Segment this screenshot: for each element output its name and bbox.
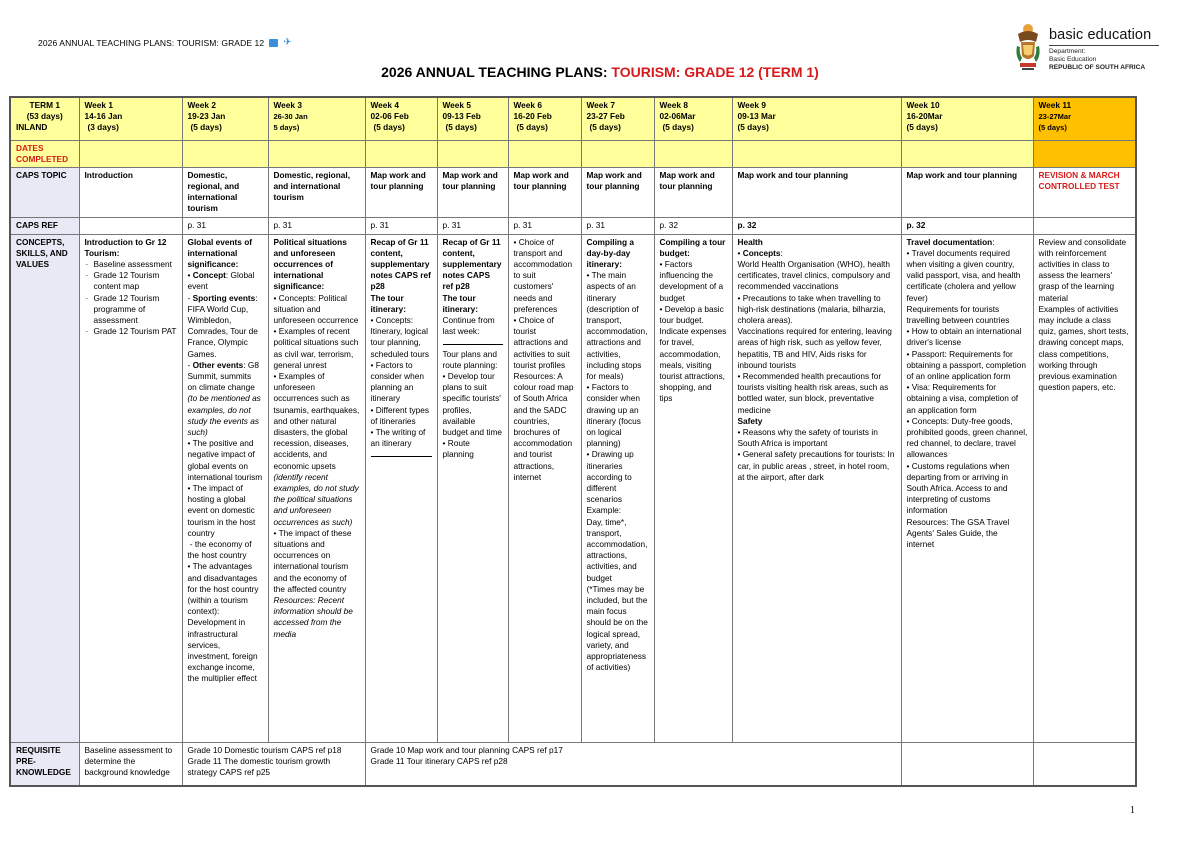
- week-days: (5 days): [516, 122, 548, 133]
- week-label: Week 10: [906, 100, 940, 110]
- week-days: (5 days): [906, 122, 938, 133]
- list-item: Reasons why the safety of tourists in South Africa is important: [737, 426, 878, 449]
- concept-text: : G8 Summit, summits on climate change: [187, 359, 259, 393]
- concept-heading: Introduction to Gr 12 Tourism:: [84, 236, 167, 258]
- running-head-text: 2026 ANNUAL TEACHING PLANS: TOURISM: GRADE 12: [38, 38, 265, 48]
- concept-text: Example:: [586, 505, 622, 516]
- concepts-week-6: • Choice of transport and accommodation to suit customers' needs and preferences • Choice of tourist attractions and activities to suit tourist profiles Resources: A colour road map of South Africa and the SADC countries, brochures of accommodation and tourist attractions, internet: [508, 234, 581, 742]
- ref-cell: p. 32: [654, 217, 732, 234]
- dates-completed-label: DATES COMPLETED: [10, 140, 79, 167]
- week-days: (5 days): [1038, 123, 1067, 133]
- requisite-cell: [365, 742, 901, 786]
- concepts-week-3: Political situations and unforeseen occurrences of international significance: • Concepts: Political situation and unforeseen occurrence • Examples of recent political situations such as civil war, terrorism, general unrest • Examples of unforeseen occurrences such as tsunamis, earthquakes, and other natural disasters, the global recession, diseases, accidents, and economic upsets (identify recent examples, do not study the political situations and unforeseen occurrences as such) • The impact of these situations and occurrences on international tourism and the economy of the affected country Resources: Recent information should be accessed from the media: [268, 234, 365, 742]
- week-dates: 16-20Mar: [906, 111, 943, 122]
- concept-term: Sporting events: [192, 292, 256, 303]
- date-cell[interactable]: [182, 140, 268, 167]
- week-label: Week 9: [737, 100, 766, 110]
- page-title: [0, 64, 1200, 80]
- title-highlight: TOURISM: GRADE 12 (TERM 1): [611, 64, 819, 80]
- running-head: [38, 38, 292, 48]
- date-cell[interactable]: [732, 140, 901, 167]
- week-label: Week 4: [370, 100, 399, 110]
- list-item: Recommended health precautions for tourists visiting health risk areas, such as bottled water, sun block, preventative medicine: [737, 370, 889, 415]
- week-label: Week 5: [442, 100, 471, 110]
- concept-heading: Compiling a day-by-day itinerary:: [586, 236, 634, 269]
- date-cell[interactable]: [1033, 140, 1136, 167]
- concept-note: (to be mentioned as examples, do not study the events as such): [187, 393, 261, 437]
- concept-heading: Recap of Gr 11 content, supplementary notes CAPS ref p28: [370, 236, 431, 292]
- concept-note: (*Times may be included, but the main focus should be on the logical spread, variety, and appropriateness of activities): [586, 583, 648, 673]
- list-item: Factors to consider when drawing up an itinerary (focus on logical planning): [586, 382, 641, 449]
- concept-heading: Recap of Gr 11 content, supplementary notes CAPS ref p28: [442, 236, 502, 292]
- list-item: General safety precautions for tourists: In car, in public areas , street, in hotel room, at the airport, after dark: [737, 449, 895, 482]
- date-cell[interactable]: [508, 140, 581, 167]
- week-label: Week 6: [513, 100, 542, 110]
- concept-text: Continue from last week:: [442, 314, 495, 337]
- week-days: (5 days): [589, 122, 621, 133]
- list-item: Examples of unforeseen occurrences such as tsunamis, earthquakes, and other natural disasters, the global recession, diseases, accidents, and economic upsets: [273, 370, 360, 471]
- topic-cell: Map work and tour planning: [365, 167, 437, 217]
- logo-line-country: REPUBLIC OF SOUTH AFRICA: [1049, 63, 1146, 71]
- list-item: The advantages and disadvantages for the host country (within a tourism context): Development in infrastructural services, investment, foreign exchange income, the multiplier effect: [187, 561, 259, 684]
- week-header-4: [365, 97, 437, 140]
- ref-cell: p. 31: [268, 217, 365, 234]
- caps-ref-label: CAPS REF: [10, 217, 79, 234]
- list-item: Concepts: Political situation and unforeseen occurrence: [273, 292, 359, 325]
- concepts-week-9: Health • Concepts: World Health Organisation (WHO), health certificates, travel clinics, compulsory and recommended vaccinations • Precautions to take when travelling to high-risk destinations (malaria, bilharzia, cholera areas). Vaccinations required for entering, leaving areas of high risk, such as yellow fever, hepatitis, TB and HIV, Aids risks for inbound tourists • Recommended health precautions for tourists visiting health risk areas, such as bottled water, sun block, preventative medicine Safety • Reasons why the safety of tourists in South Africa is important • General safety precautions for tourists: In car, in public areas , street, in hotel room, at the airport, after dark: [732, 234, 901, 742]
- caps-topic-label: CAPS TOPIC: [10, 167, 79, 217]
- date-cell[interactable]: [437, 140, 508, 167]
- week-dates: 14-16 Jan: [84, 111, 123, 122]
- concept-subheading: Safety: [737, 415, 763, 426]
- list-item: the economy of the host country: [187, 538, 252, 561]
- concept-text: : FIFA World Cup, Wimbledon, Comrades, Tour de France, Olympic Games.: [187, 292, 258, 359]
- divider: [443, 344, 503, 345]
- list-item: Concepts: Duty-free goods, prohibited goods, green channel, red channel, to declare, travel allowances: [906, 415, 1028, 460]
- list-item: Route planning: [442, 438, 474, 460]
- week-header-3: [268, 97, 365, 140]
- topic-cell: Domestic, regional, and international tourism: [268, 167, 365, 217]
- week-days: (3 days): [87, 122, 119, 133]
- week-label: Week 8: [659, 100, 688, 110]
- list-item: Factors influencing the development of a budget: [659, 258, 724, 303]
- week-header-6: [508, 97, 581, 140]
- week-days: (5 days): [190, 122, 222, 133]
- concept-heading: Compiling a tour budget:: [659, 236, 726, 258]
- logo-divider: [1049, 45, 1159, 46]
- week-label: Week 7: [586, 100, 615, 110]
- week-dates: 09-13 Mar: [737, 111, 776, 122]
- week-header-8: [654, 97, 732, 140]
- concept-text: Requirements for tourists travelling between countries: [906, 303, 1010, 325]
- list-item: Choice of transport and accommodation to suit customers' needs and preferences: [513, 236, 573, 314]
- week-header-2: [182, 97, 268, 140]
- requisite-cell: [1033, 742, 1136, 786]
- list-item: Passport: Requirements for obtaining a passport, completion of an online application form: [906, 348, 1026, 381]
- list-item: · Grade 12 Tourism content map: [85, 270, 177, 292]
- week-days: (5 days): [445, 122, 477, 133]
- ref-cell: p. 32: [901, 217, 1033, 234]
- week-label: Week 3: [273, 100, 302, 110]
- concept-term: Other events: [192, 359, 244, 370]
- logo-wordmark: basic education: [1049, 27, 1152, 43]
- concepts-week-7: Compiling a day-by-day itinerary: • The main aspects of an itinerary (description of transport, accommodation, attractions and activities, including stops for meals) • Factors to consider when drawing up an itinerary (focus on logical planning) • Drawing up itineraries according to different scenarios Example: Day, time*, transport, accommodation, attractions, activities, and budget (*Times may be included, but the main focus should be on the logical spread, variety, and appropriateness of activities): [581, 234, 654, 742]
- concepts-week-11: [1033, 234, 1136, 742]
- topic-cell: Map work and tour planning: [901, 167, 1033, 217]
- concept-text: World Health Organisation (WHO), health certificates, travel clinics, compulsory and recommended vaccinations: [737, 258, 891, 292]
- resources-note: Resources: Recent information should be accessed from the media: [273, 595, 353, 639]
- list-item: Travel documents required when visiting a given country, valid passport, visa, and health certificate (cholera and yellow fever): [906, 247, 1021, 303]
- week-label: Week 2: [187, 100, 216, 110]
- list-item: The positive and negative impact of global events on international tourism: [187, 438, 263, 482]
- monitor-icon: [269, 39, 278, 47]
- requisite-label: REQUISITE PRE-KNOWLEDGE: [10, 742, 79, 786]
- list-item: Choice of tourist attractions and activities to suit tourist profiles: [513, 314, 570, 370]
- requisite-cell: [901, 742, 1033, 786]
- concept-text: Vaccinations required for entering, leaving areas of high risk, such as yellow fever, hepatitis, TB and HIV, Aids risks for inbound tourists: [737, 326, 892, 370]
- ref-cell: [79, 217, 182, 234]
- week-dates: 16-20 Feb: [513, 111, 552, 122]
- concept-subheading: The tour itinerary:: [370, 292, 407, 314]
- week-header-7: [581, 97, 654, 140]
- resources-note: Resources: The GSA Travel Agents' Sales Guide, the internet: [906, 516, 1010, 549]
- list-item: The impact of hosting a global event on domestic tourism in the host country: [187, 482, 256, 538]
- concepts-week-5: Recap of Gr 11 content, supplementary notes CAPS ref p28 The tour itinerary: Continue from last week: Tour plans and route planning: • Develop tour plans to suit specific tourists' profiles, available budget and time • Route planning: [437, 234, 508, 742]
- concepts-week-10: Travel documentation: • Travel documents required when visiting a given country, valid passport, visa, and health certificate (cholera and yellow fever) Requirements for tourists travelling between countries • How to obtain an international driver's license • Passport: Requirements for obtaining a passport, completion of an online application form • Visa: Requirements for obtaining a visa, completion of an application form • Concepts: Duty-free goods, prohibited goods, green channel, red channel, to declare, travel allowances • Customs regulations when departing from or arriving in South Africa. Access to and interpreting of customs information Resources: The GSA Travel Agents' Sales Guide, the internet: [901, 234, 1033, 742]
- date-cell[interactable]: [581, 140, 654, 167]
- list-item: Concepts: Itinerary, logical tour planning, scheduled tours: [370, 314, 430, 359]
- concept-subheading: The tour itinerary:: [442, 292, 479, 314]
- concept-text: Day, time*, transport, accommodation, attractions, activities, and budget: [586, 516, 648, 583]
- date-cell[interactable]: [901, 140, 1033, 167]
- list-item: Develop tour plans to suit specific tourists' profiles, available budget and time: [442, 370, 503, 437]
- topic-cell: Map work and tour planning: [581, 167, 654, 217]
- table-row-caps-topic: [10, 167, 1136, 217]
- logo-line-department: Department:: [1049, 48, 1086, 55]
- list-item: Visa: Requirements for obtaining a visa, completion of an application form: [906, 382, 1019, 415]
- table-row-caps-ref: [10, 217, 1136, 234]
- week-dates: 09-13 Feb: [442, 111, 481, 122]
- list-item: Different types of itineraries: [370, 404, 430, 426]
- week-label: Week 1: [84, 100, 113, 110]
- list-item: · Baseline assessment: [85, 259, 177, 270]
- list-item: Customs regulations when departing from or arriving in South Africa. Access to and interpreting of customs information: [906, 460, 1010, 516]
- week-dates: 23-27Mar: [1038, 112, 1072, 122]
- list-item: · Grade 12 Tourism programme of assessment: [85, 293, 177, 327]
- ref-cell: p. 31: [365, 217, 437, 234]
- week-dates: 02-06Mar: [659, 111, 696, 122]
- week-header-10: [901, 97, 1033, 140]
- concepts-week-1: [79, 234, 182, 742]
- date-cell[interactable]: [79, 140, 182, 167]
- ref-cell: p. 32: [732, 217, 901, 234]
- concept-term: Concept: [192, 270, 226, 281]
- divider: [371, 456, 432, 457]
- date-cell[interactable]: [365, 140, 437, 167]
- concept-heading: Global events of international significance:: [187, 236, 253, 269]
- concept-text: Review and consolidate with reinforcement activities in class to assess the learners' grasp of the learning material: [1038, 236, 1127, 303]
- table-row-weeks: [10, 97, 1136, 140]
- concept-heading: Health: [737, 236, 763, 247]
- topic-cell: Map work and tour planning: [508, 167, 581, 217]
- ref-cell: p. 31: [508, 217, 581, 234]
- week-dates: 02-06 Feb: [370, 111, 409, 122]
- concept-heading: Political situations and unforeseen occurrences of international significance:: [273, 236, 347, 292]
- list-item: Develop a basic tour budget. Indicate expenses for travel, accommodation, meals, visiting tourist attractions, shopping, and tips: [659, 303, 727, 404]
- topic-cell: Map work and tour planning: [732, 167, 901, 217]
- table-row-concepts: [10, 234, 1136, 742]
- concepts-week-2: Global events of international significance: • Concept: Global event - Sporting events: FIFA World Cup, Wimbledon, Comrades, Tour de France, Olympic Games. - Other events: G8 Summit, summits on climate change (to be mentioned as examples, do not study the events as such) • The positive and negative impact of global events on international tourism • The impact of hosting a global event on domestic tourism in the host country - the economy of the host country • The advantages and disadvantages for the host country (within a tourism context): Development in infrastructural services, investment, foreign exchange income, the multiplier effect: [182, 234, 268, 742]
- logo-line-name: Basic Education: [1049, 55, 1097, 63]
- concept-text: Examples of activities may include a class quiz, games, short tests, drawing concept maps, class competitions, working through previous examination question papers, etc.: [1038, 303, 1129, 393]
- topic-cell: Map work and tour planning: [437, 167, 508, 217]
- list-item: How to obtain an international driver's license: [906, 326, 1022, 348]
- list-item: The impact of these situations and occurrences on international tourism and the economy of the affected country: [273, 527, 352, 594]
- concepts-label: CONCEPTS, SKILLS, AND VALUES: [10, 234, 79, 742]
- week-days: (5 days): [373, 122, 405, 133]
- week-header-1: [79, 97, 182, 140]
- term-days: (53 days): [26, 111, 63, 122]
- topic-cell: Map work and tour planning: [654, 167, 732, 217]
- list-item: Examples of recent political situations such as civil war, terrorism, general unrest: [273, 326, 359, 370]
- week-dates: 26-30 Jan: [273, 112, 308, 122]
- week-header-9: [732, 97, 901, 140]
- date-cell[interactable]: [654, 140, 732, 167]
- ref-cell: p. 31: [437, 217, 508, 234]
- requisite-item: Grade 11 The domestic tourism growth strategy CAPS ref p25: [187, 755, 331, 777]
- week-days: (5 days): [662, 122, 694, 133]
- week-dates: 23-27 Feb: [586, 111, 625, 122]
- term-region: INLAND: [16, 122, 48, 133]
- concepts-week-4: Recap of Gr 11 content, supplementary notes CAPS ref p28 The tour itinerary: • Concepts: Itinerary, logical tour planning, scheduled tours • Factors to consider when planning an itinerary • Different types of itineraries • The writing of an itinerary: [365, 234, 437, 742]
- ref-cell: [1033, 217, 1136, 234]
- title-prefix: 2026 ANNUAL TEACHING PLANS:: [381, 64, 612, 80]
- list-item: The main aspects of an itinerary (description of transport, accommodation, attractions and activities, including stops for meals): [586, 270, 648, 381]
- ref-cell: p. 31: [581, 217, 654, 234]
- week-header-11: [1033, 97, 1136, 140]
- list-item: · Grade 12 Tourism PAT: [85, 326, 177, 337]
- list-item: Factors to consider when planning an itinerary: [370, 359, 425, 404]
- week-header-5: [437, 97, 508, 140]
- date-cell[interactable]: [268, 140, 365, 167]
- table-row-requisite: [10, 742, 1136, 786]
- teaching-plan-table: [9, 96, 1137, 787]
- topic-cell-revision: REVISION & MARCH CONTROLLED TEST: [1033, 167, 1136, 217]
- requisite-cell: [182, 742, 365, 786]
- table-row-dates: [10, 140, 1136, 167]
- week-days: 5 days): [273, 123, 300, 133]
- requisite-item: Grade 10 Map work and tour planning CAPS ref p17: [370, 744, 563, 755]
- concept-heading: Travel documentation: [906, 236, 993, 247]
- concept-list: [85, 259, 177, 337]
- list-item: Precautions to take when travelling to high-risk destinations (malaria, bilharzia, cholera areas).: [737, 292, 886, 325]
- ref-cell: p. 31: [182, 217, 268, 234]
- term-label: TERM 1: [29, 100, 60, 110]
- concept-text: Tour plans and route planning:: [442, 348, 498, 370]
- term-cell: [10, 97, 79, 140]
- concept-note: (identify recent examples, do not study the political situations and unforeseen occurrences as such): [273, 471, 359, 527]
- page-number: 1: [1130, 805, 1135, 816]
- week-label: Week 11: [1038, 100, 1072, 110]
- resources-note: Resources: A colour road map of South Africa and the SADC countries, brochures of accommodation and tourist attractions, internet: [513, 370, 574, 482]
- requisite-item: Grade 11 Tour itinerary CAPS ref p28: [370, 755, 508, 766]
- week-days: (5 days): [737, 122, 769, 133]
- topic-cell: Domestic, regional, and international tourism: [182, 167, 268, 217]
- topic-cell: Introduction: [79, 167, 182, 217]
- requisite-item: Grade 10 Domestic tourism CAPS ref p18: [187, 744, 342, 755]
- airplane-icon: ✈: [283, 37, 292, 48]
- concepts-week-8: Compiling a tour budget: • Factors influencing the development of a budget • Develop a basic tour budget. Indicate expenses for travel, accommodation, meals, visiting tourist attractions, shopping, and tips: [654, 234, 732, 742]
- list-item: The writing of an itinerary: [370, 426, 426, 449]
- list-item: Drawing up itineraries according to different scenarios: [586, 449, 634, 505]
- week-dates: 19-23 Jan: [187, 111, 226, 122]
- requisite-cell: Baseline assessment to determine the background knowledge: [79, 742, 182, 786]
- concept-text: : Global event: [187, 270, 255, 292]
- concept-term: Concepts: [742, 247, 781, 258]
